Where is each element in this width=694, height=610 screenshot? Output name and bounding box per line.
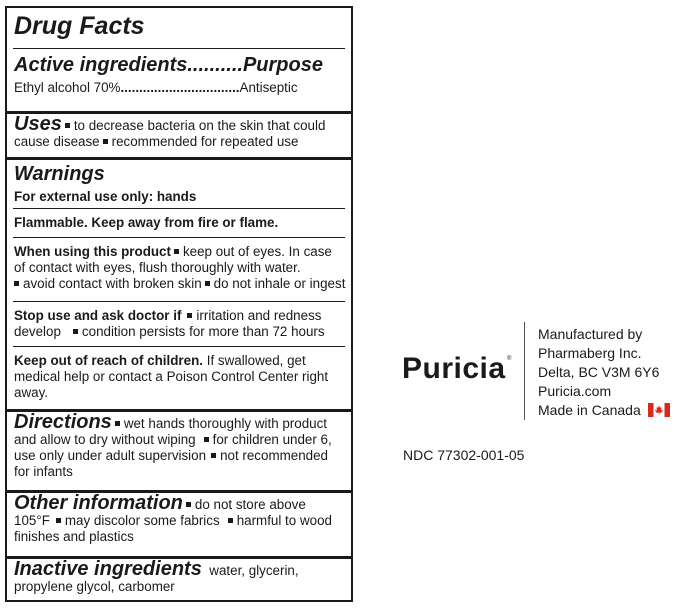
- bullet-icon: [115, 421, 120, 426]
- other-information-item: finishes and plastics: [14, 529, 134, 544]
- bullet-icon: [103, 139, 108, 144]
- keep-out-text: medical help or contact a Poison Control Center right: [14, 369, 329, 384]
- inactive-ingredients-text: water, glycerin,: [209, 563, 299, 578]
- other-information-item: do not store above: [194, 497, 306, 512]
- divider: [13, 301, 345, 302]
- uses-item: cause disease: [14, 134, 100, 149]
- bullet-icon: [174, 249, 179, 254]
- divider: [7, 157, 351, 160]
- when-using-item: avoid contact with broken skin: [23, 276, 202, 291]
- directions-item: and allow to dry without wiping: [14, 432, 196, 447]
- bullet-icon: [205, 281, 210, 286]
- external-use-text: For external use only: hands: [14, 189, 197, 204]
- when-using-item: keep out of eyes. In case: [182, 244, 332, 259]
- bullet-icon: [228, 518, 233, 523]
- made-in-row: [538, 401, 670, 420]
- other-information-item: may discolor some fabrics: [64, 513, 220, 528]
- directions-heading: Directions: [14, 411, 112, 433]
- active-ingredients-section: [7, 52, 351, 96]
- brand-logo: Puricia: [402, 352, 506, 385]
- uses-item: to decrease bacteria on the skin that could: [73, 118, 326, 133]
- divider: [13, 346, 345, 347]
- manufacturer-website: Puricia.com: [538, 383, 612, 399]
- when-using-item: do not inhale or ingest: [213, 276, 346, 291]
- keep-out-label: Keep out of reach of children.: [14, 353, 203, 368]
- inactive-ingredients-heading: Inactive ingredients: [14, 558, 202, 580]
- made-in-text: Made in Canada: [538, 402, 641, 418]
- uses-item: recommended for repeated use: [111, 134, 299, 149]
- uses-heading: Uses: [14, 113, 62, 135]
- when-using-label: When using this product: [14, 244, 171, 259]
- vertical-divider: [524, 322, 525, 420]
- keep-out-text: away.: [14, 385, 48, 400]
- bullet-icon: [65, 123, 70, 128]
- directions-item: not recommended: [220, 448, 328, 463]
- directions-item: use only under adult supervision: [14, 448, 207, 463]
- keep-out-section: [7, 353, 351, 401]
- flammable-section: [7, 215, 351, 231]
- divider: [13, 237, 345, 238]
- manufacturer-info: [538, 325, 670, 420]
- other-information-item: harmful to wood: [236, 513, 332, 528]
- stop-use-section: [7, 308, 351, 340]
- active-purpose: Antiseptic: [239, 80, 298, 95]
- other-information-section: [7, 492, 351, 545]
- active-ingredient-row: [14, 80, 351, 96]
- warnings-section: [7, 161, 351, 205]
- leader-dots: ................................: [120, 80, 240, 95]
- ndc-number: NDC 77302-001-05: [403, 447, 525, 463]
- divider: [13, 48, 345, 49]
- bullet-icon: [204, 437, 209, 442]
- canada-flag-icon: [648, 403, 670, 417]
- directions-item: for children under 6,: [212, 432, 332, 447]
- bullet-icon: [187, 313, 192, 318]
- flammable-text: Flammable. Keep away from fire or flame.: [14, 215, 279, 230]
- drug-facts-title-section: [7, 10, 351, 42]
- bullet-icon: [73, 329, 78, 334]
- inactive-ingredients-section: [7, 558, 351, 595]
- manufacturer-address: Delta, BC V3M 6Y6: [538, 364, 660, 380]
- uses-section: [7, 113, 351, 150]
- bullet-icon: [186, 502, 191, 507]
- keep-out-text: If swallowed, get: [206, 353, 306, 368]
- directions-section: [7, 411, 351, 480]
- stop-use-item: irritation and redness: [196, 308, 322, 323]
- bullet-icon: [211, 453, 216, 458]
- manufacturer-line: Manufactured by: [538, 326, 643, 342]
- manufacturer-name: Pharmaberg Inc.: [538, 345, 642, 361]
- stop-use-label: Stop use and ask doctor if: [14, 308, 182, 323]
- directions-item: for infants: [14, 464, 73, 479]
- bullet-icon: [56, 518, 61, 523]
- warnings-heading: Warnings: [14, 163, 105, 185]
- inactive-ingredients-text: propylene glycol, carbomer: [14, 579, 175, 594]
- other-information-item: 105°F: [14, 513, 50, 528]
- active-ingredients-heading: Active ingredients..........Purpose: [14, 54, 323, 76]
- registered-mark: ®: [507, 356, 512, 362]
- divider: [13, 208, 345, 209]
- stop-use-item: condition persists for more than 72 hours: [81, 324, 325, 339]
- active-ingredient: Ethyl alcohol 70%: [14, 80, 121, 95]
- drug-facts-title: Drug Facts: [14, 12, 145, 40]
- when-using-section: [7, 244, 351, 292]
- stop-use-item: develop: [14, 324, 61, 339]
- bullet-icon: [14, 281, 19, 286]
- when-using-item: of contact with eyes, flush thoroughly with water.: [14, 260, 301, 275]
- directions-item: wet hands thoroughly with product: [123, 416, 328, 431]
- other-information-heading: Other information: [14, 492, 183, 514]
- drug-facts-panel: [5, 6, 353, 602]
